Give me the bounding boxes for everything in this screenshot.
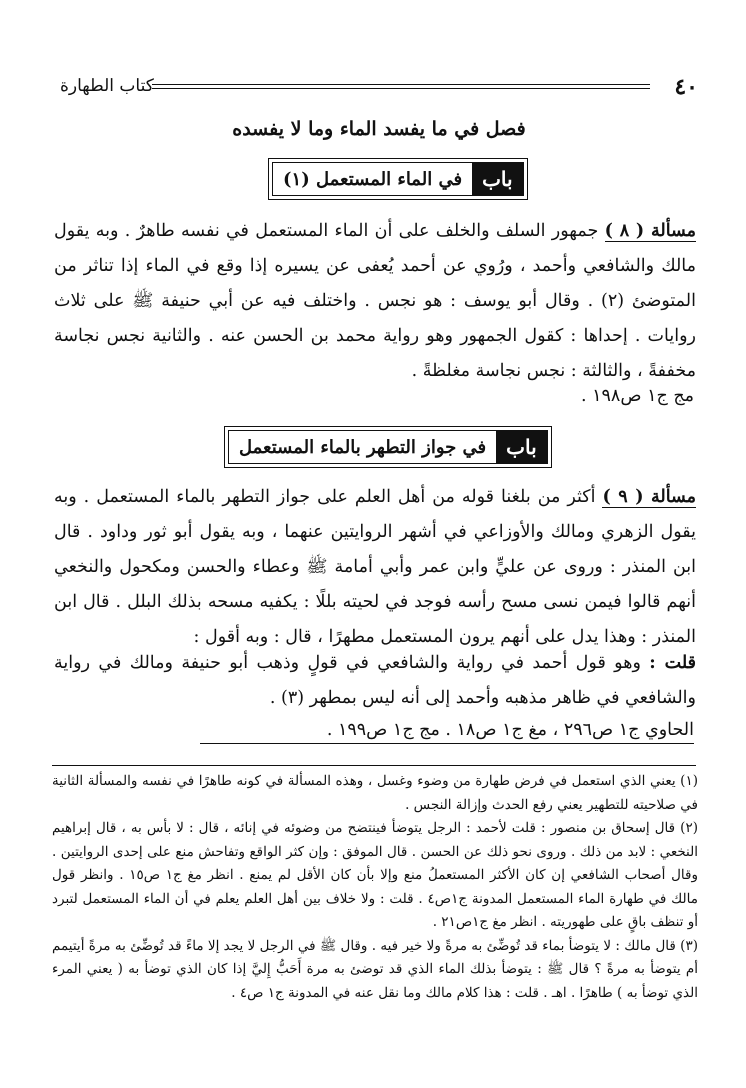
book-title: كتاب الطهارة: [60, 76, 154, 96]
comment-text: وهو قول أحمد في رواية والشافعي في قولٍ وذهب أبو حنيفة ومالك في رواية والشافعي في ظاهر مذهبه وأحمد إلى أنه ليس بمطهر (٣) .: [54, 653, 696, 708]
chapter-heading-used-water: [268, 158, 528, 200]
footnote-3: (٣) قال مالك : لا يتوضأ بماء قد تُوضِّئ به مرةً ولا خير فيه . وقال ﷺ في الرجل لا يجد إلا ماءً قد تُوضِّئ به مرةً أيتيمم أم يتوضأ به مرةً ؟ قال ﷺ : يتوضأ بذلك الماء الذي قد توضئ به مرة أَحَبُّ إِليَّ إذا كان الذي توضأ به ( يعني المرء الذي توضأ به ) طاهرًا . اهـ . قلت : هذا كلام مالك وما نقل عنه في المدونة ج١ ص٤ .: [52, 937, 698, 1001]
footnotes: [52, 770, 698, 1005]
issue-label: مسألة ( ٩ ): [602, 487, 697, 507]
issue-9-paragraph: [54, 480, 696, 655]
comment-label: قلت :: [649, 653, 696, 673]
chapter-heading-purification: [224, 426, 552, 468]
issue-8-reference: مج ج١ ص١٩٨ .: [580, 386, 694, 406]
chapter-title: في جواز التطهر بالماء المستعمل: [239, 436, 487, 458]
running-header: [60, 70, 698, 104]
footnote-separator: [52, 765, 696, 766]
issue-8-paragraph: [54, 214, 696, 389]
author-comment: [54, 646, 696, 716]
issue-label: مسألة ( ٨ ): [604, 221, 697, 241]
chapter-label: باب: [472, 163, 523, 195]
footnote-1: (١) يعني الذي استعمل في فرض طهارة من وضوء وغسل ، وهذه المسألة في كونه طاهرًا في نفسه والمسألة الثانية في صلاحيته للتطهير يعني رفع الحدث وإزالة النجس .: [52, 773, 698, 813]
footnote-2: (٢) قال إسحاق بن منصور : قلت لأحمد : الرجل يتوضأ فينتضح من وضوئه في إنائه ، قال : لا بأس به ، قال إبراهيم النخعي : لابد من ذلك . وروى نحو ذلك عن الحسن . قال الموفق : وإن كثر الواقع وتفاحش منع على إحدى الروايتين . وقال أصحاب الشافعي إن كان الأكثر المستعملُ منع وإلا بأن كان الأقل لم يمنع . انظر مغ ج١ ص١٥ . وانظر قول مالك في طهارة الماء المستعمل المدونة ج١ص٤ . قلت : ولا خلاف بين أهل العلم يعلم في أن الماء المستعمل لتبرد أو تنظف باقٍ على طهوريته . انظر مغ ج١ص٢١ .: [52, 820, 699, 930]
issue-text: أكثر من بلغنا قوله من أهل العلم على جواز التطهر بالماء المستعمل . وبه يقول الزهري ومالك والأوزاعي في أشهر الروايتين عنهما ، وبه يقول أبو ثور وداود . قال ابن المنذر : وروى عن عليٍّ وابن عمر وأبي أمامة ﷺ وعطاء والحسن ومكحول والنخعي أنهم قالوا فيمن نسى مسح رأسه فوجد في لحيته بللًا : يكفيه مسحه بذلك البلل . قال ابن المنذر : وهذا يدل على أنهم يرون المستعمل مطهرًا ، قال : وبه أقول :: [54, 487, 696, 647]
issue-text: جمهور السلف والخلف على أن الماء المستعمل في نفسه طاهرٌ . وبه يقول مالك والشافعي وأحمد ، ورُوي عن أحمد يُعفى عن يسيره إذا وقع في الماء إذا تناثر من المتوضئ (٢) . وقال أبو يوسف : هو نجس . واختلف فيه عن أبي حنيفة ﷺ على ثلاث روايات . إحداها : كقول الجمهور وهو رواية محمد بن الحسن عنه . والثانية نجس نجاسة مخففةً ، والثالثة : نجس نجاسة مغلظةً .: [54, 221, 696, 381]
section-title: فصل في ما يفسد الماء وما لا يفسده: [232, 118, 526, 140]
chapter-title: في الماء المستعمل (١): [283, 168, 463, 190]
header-rule: [152, 84, 650, 89]
page-number: ٤٠: [674, 74, 698, 100]
chapter-label: باب: [496, 431, 547, 463]
issue-9-reference: الحاوي ج١ ص٢٩٦ ، مغ ج١ ص١٨ . مج ج١ ص١٩٩ .: [200, 720, 694, 744]
